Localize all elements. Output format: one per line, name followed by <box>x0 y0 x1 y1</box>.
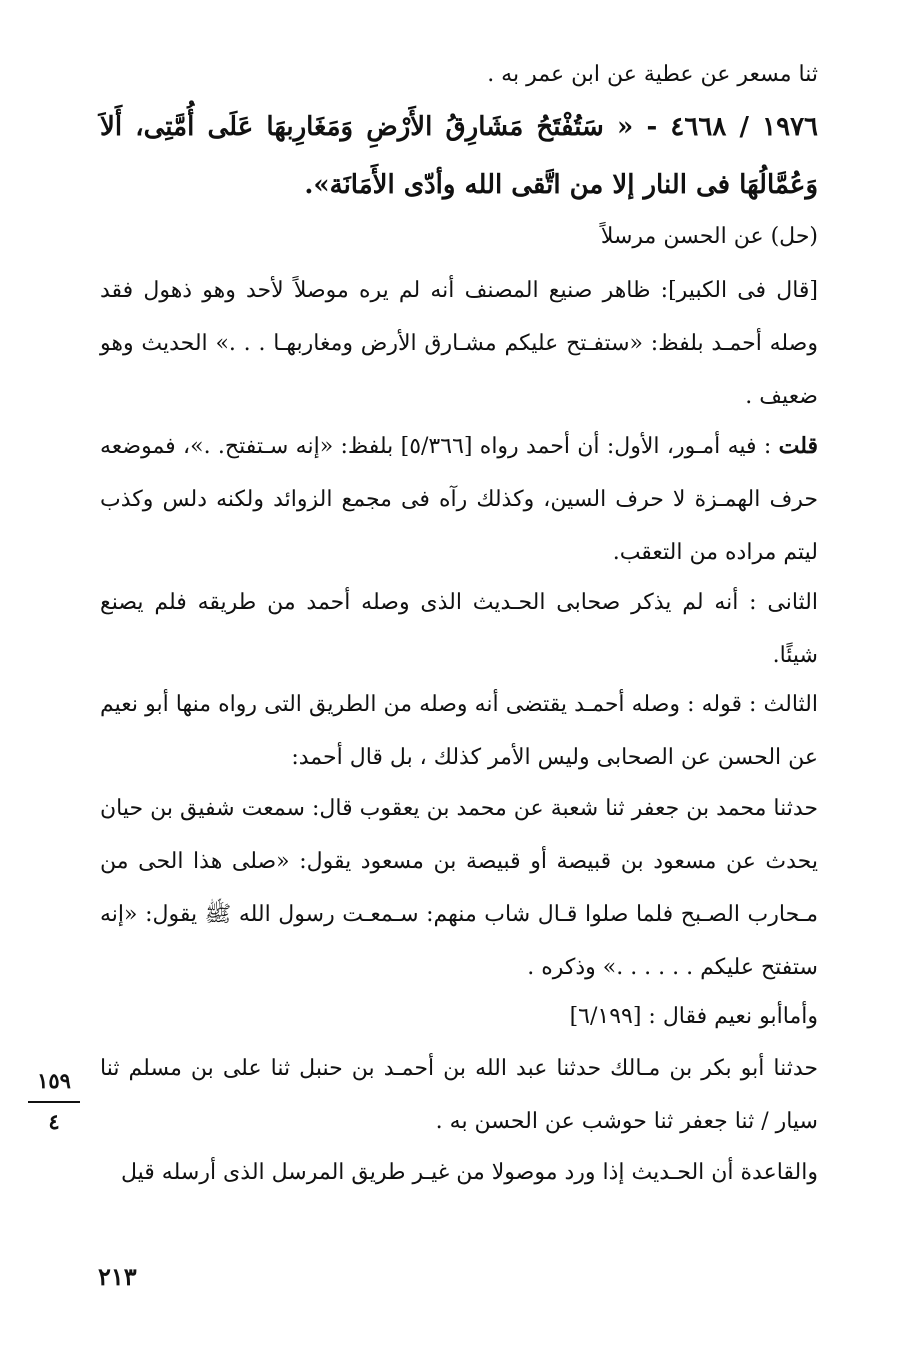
margin-reference-bottom: ٤ <box>48 1109 60 1134</box>
margin-reference <box>26 1068 82 1134</box>
paragraph-abu-bakr-chain: حدثنا أبو بكر بن مـالك حدثنا عبد الله بن أحمـد بن حنبل ثنا على بن مسلم ثنا سيار / ثنا جعفر ثنا حوشب عن الحسن به . <box>100 1056 818 1134</box>
paragraph-ahmad-chain: حدثنا محمد بن جعفر ثنا شعبة عن محمد بن يعقوب قال: سمعت شفيق بن حيان يحدث عن مسعود بن قبيصة أو قبيصة بن مسعود يقول: «صلى هذا الحى من مـحارب الصـبح فلما صلوا قـال شاب منهم: سـمعـت رسول الله ﷺ يقول: «إنه ستفتح عليكم . . . . . .» وذكره . <box>100 796 818 980</box>
margin-reference-top: ١٥٩ <box>37 1068 71 1093</box>
hadith-text: ١٩٧٦ / ٤٦٦٨ - « سَتُفْتَحُ مَشَارِقُ الأَرْضِ وَمَغَارِبهَا عَلَى أُمَّتِى، أَلاَ وَعُمَّالُهَا فى النار إلا من اتَّقى الله وأدّى الأَمَانَة». <box>100 112 818 200</box>
paragraph-kabir-quote: [قال فى الكبير]: ظاهر صنيع المصنف أنه لم يره موصلاً لأحد وهو ذهول فقد وصله أحمـد بلفظ: «ستفـتح عليكم مشـارق الأرض ومغاربهـا . . .» الحديث وهو ضعيف . <box>100 278 818 409</box>
paragraph-rule: والقاعدة أن الحـديث إذا ورد موصولا من غيـر طريق المرسل الذى أرسله قيل <box>121 1160 818 1185</box>
qultu-lead: قلت <box>778 433 819 459</box>
page-number: ٢١٣ <box>98 1262 137 1291</box>
paragraph-third: الثالث : قوله : وصله أحمـد يقتضى أنه وصله من الطريق التى رواه منها أبو نعيم عن الحسن عن الصحابى وليس الأمر كذلك ، بل قال أحمد: <box>100 692 818 770</box>
qultu-body: : فيه أمـور، الأول: أن أحمد رواه [٥/٣٦٦] بلفظ: «إنه سـتفتح. .»، فموضعه حرف الهمـزة لا حرف السين، وكذلك رآه فى مجمع الزوائد ولكنه دلس وكذب ليتم مراده من التعقب. <box>100 434 818 565</box>
paragraph-second: الثانى : أنه لم يذكر صحابى الحـديث الذى وصله أحمد من طريقه فلم يصنع شيئًا. <box>100 590 818 668</box>
paragraph-abu-nuaym: وأماأبو نعيم فقال : [٦/١٩٩] <box>569 1004 818 1029</box>
paragraph-chain-end: ثنا مسعر عن عطية عن ابن عمر به . <box>487 62 818 87</box>
hadith-source: (حل) عن الحسن مرسلاً <box>600 224 818 249</box>
margin-reference-rule <box>28 1101 80 1103</box>
paragraph-qultu <box>100 420 818 579</box>
